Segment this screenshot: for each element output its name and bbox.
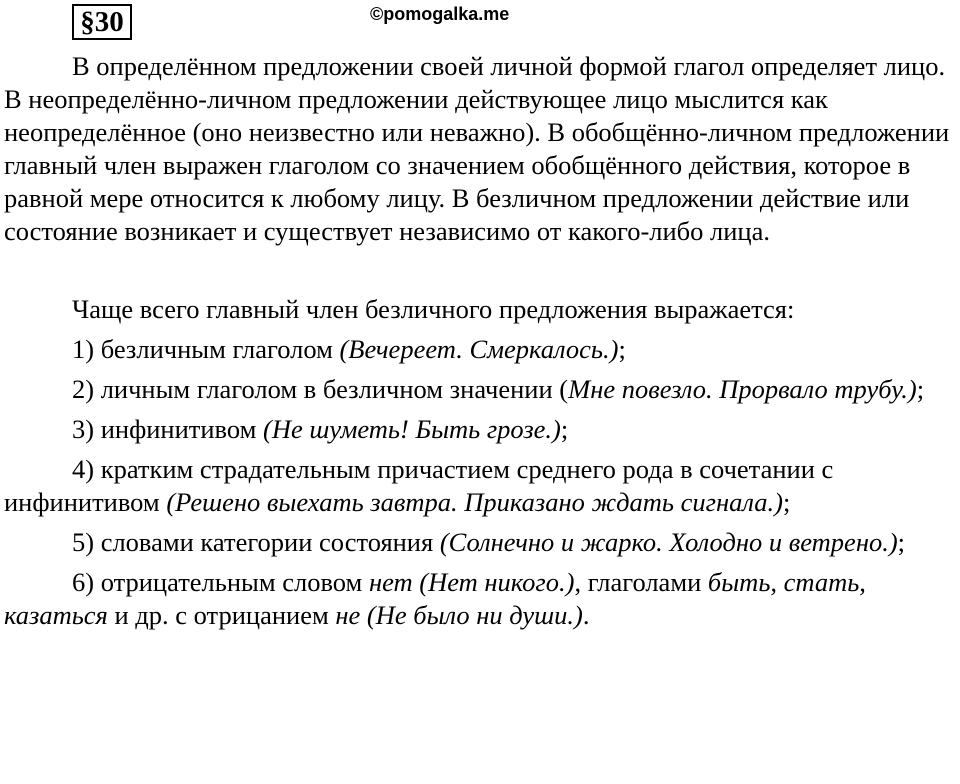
item-example: быть, стать, казаться bbox=[4, 567, 866, 630]
list-item bbox=[4, 453, 950, 519]
document-body bbox=[4, 50, 950, 639]
list-item bbox=[4, 566, 950, 632]
item-text: 3) инфинитивом bbox=[72, 414, 264, 444]
list-item bbox=[4, 373, 950, 406]
item-text: 6) отрицательным словом bbox=[72, 567, 369, 597]
list-item bbox=[4, 333, 950, 366]
item-text: и др. с отрицанием bbox=[107, 600, 336, 630]
watermark: ©pomogalka.me bbox=[370, 4, 510, 24]
item-end: ; bbox=[618, 334, 626, 364]
item-example: нет (Нет никого.) bbox=[368, 567, 575, 597]
item-example: не (Не было ни души.) bbox=[335, 600, 583, 630]
item-text: 4) кратким страдательным причастием среднего рода в сочетании с инфинитивом bbox=[4, 454, 834, 517]
item-end: ; bbox=[560, 414, 569, 444]
page-header bbox=[0, 0, 960, 48]
intro-paragraph: В определённом предложении своей личной формой глагол определяет лицо. В неопределённо-личном предложении действующее лицо мыслится как неопределённое (оно неизвестно или неважно). В обобщённо-личном предложении главный член выражен глаголом со значением обобщённого действия, которое в равной мере относится к любому лицу. В безличном предложении действие или состояние возникает и существует независимо от какого-либо лица. bbox=[4, 51, 950, 246]
item-end: ; bbox=[916, 374, 925, 404]
lead-paragraph: Чаще всего главный член безличного предложения выражается: bbox=[72, 294, 795, 324]
item-text: 5) словами категории состояния bbox=[72, 527, 440, 557]
item-end: . bbox=[582, 600, 590, 630]
item-example: (Солнечно и жарко. Холодно и ветрено.) bbox=[439, 527, 898, 557]
item-end: ; bbox=[897, 527, 906, 557]
item-example: (Решено выехать завтра. Приказано ждать сигнала.) bbox=[166, 487, 783, 517]
item-example: (Не шуметь! Быть грозе.) bbox=[263, 414, 561, 444]
section-number: §30 bbox=[72, 4, 132, 40]
item-end: ; bbox=[782, 487, 791, 517]
item-text: , глаголами bbox=[574, 567, 708, 597]
item-example: Мне повезло. Прорвало трубу.) bbox=[568, 374, 917, 404]
list-item bbox=[4, 526, 950, 559]
list-item bbox=[4, 413, 950, 446]
item-text: 2) личным глаголом в безличном значении ( bbox=[72, 374, 569, 404]
item-text: 1) безличным глаголом bbox=[72, 334, 340, 364]
item-example: (Вечереет. Смеркалось.) bbox=[339, 334, 619, 364]
